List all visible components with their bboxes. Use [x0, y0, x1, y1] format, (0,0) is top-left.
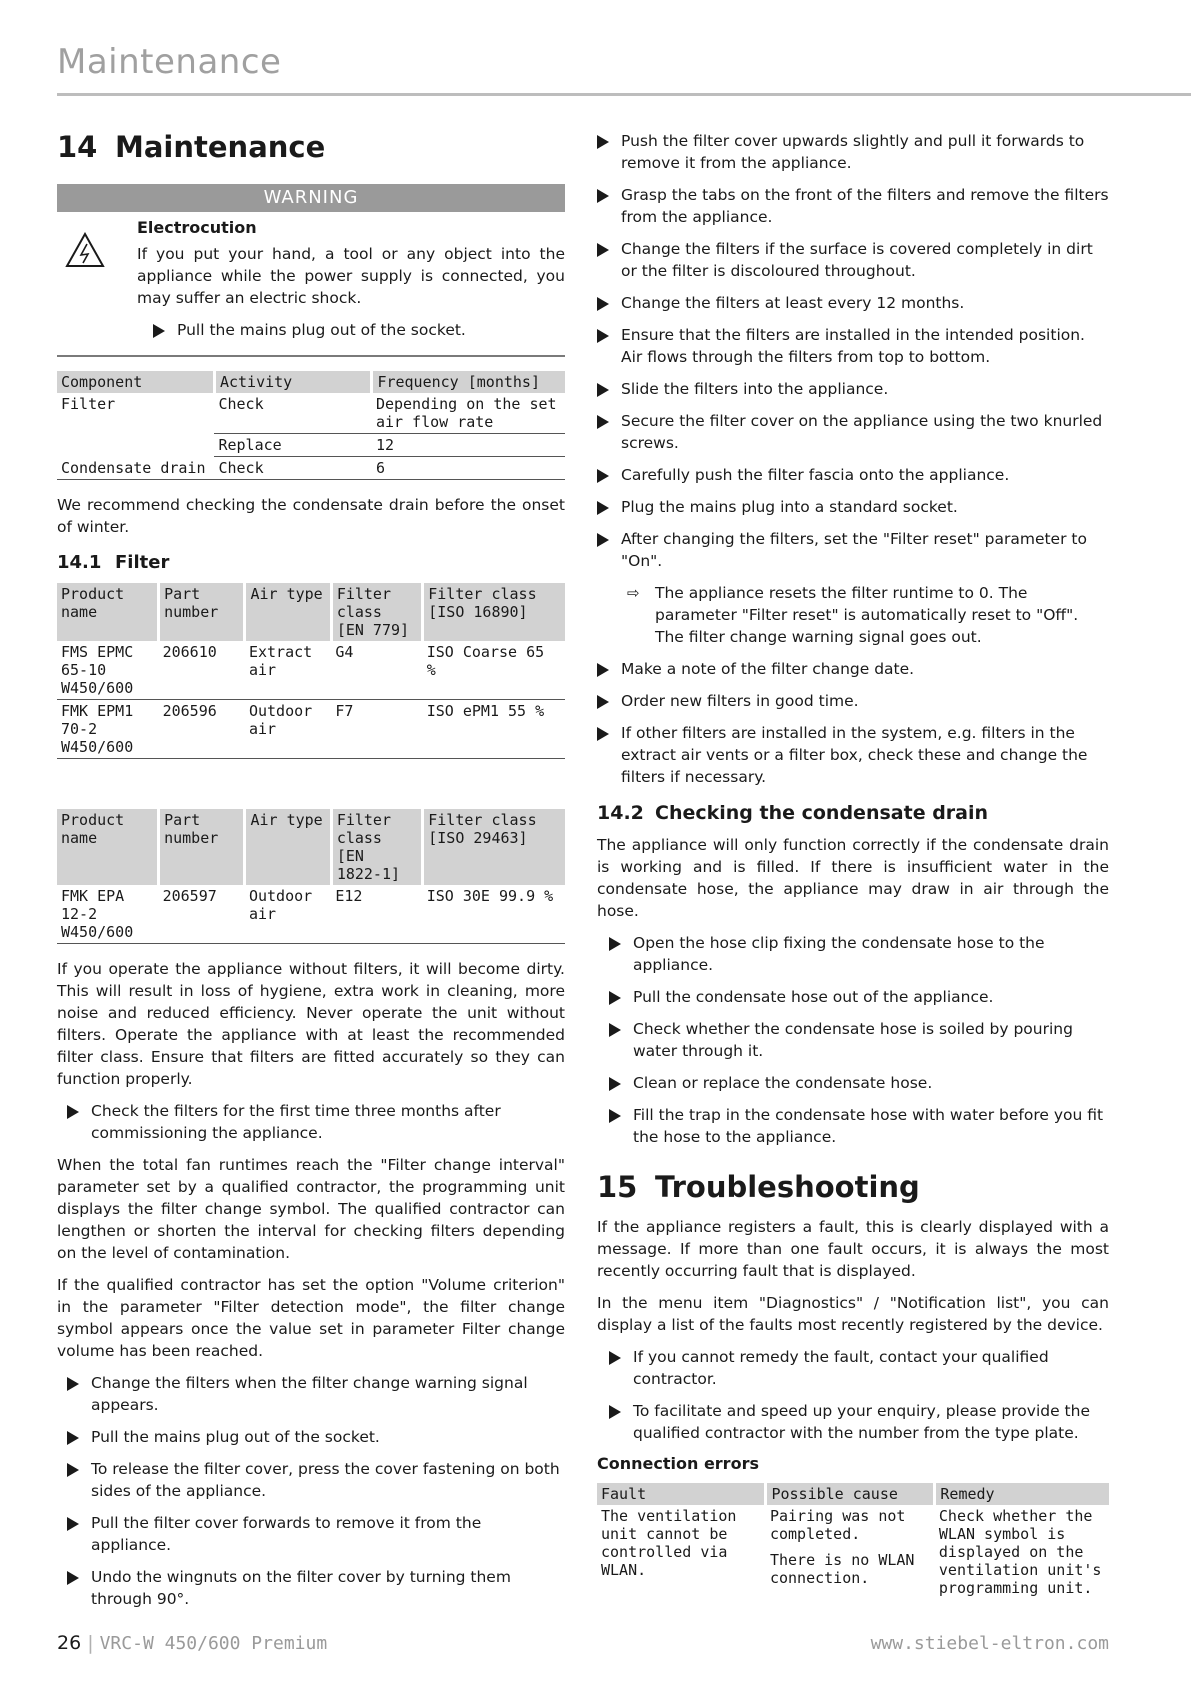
connection-errors-table — [597, 1483, 1109, 1599]
condensate-paragraph: The appliance will only function correctly if the condensate drain is working and is filled. If there is insufficient water in the condensate hose, the appliance may draw in air through the hose. — [597, 836, 1109, 920]
step-arrow-icon — [597, 135, 609, 149]
table-header: Possible cause — [766, 1483, 935, 1505]
step-item: Undo the wingnuts on the filter cover by turning them through 90°. — [67, 1566, 565, 1610]
step-arrow-icon — [67, 1377, 79, 1391]
table-header: Activity — [214, 371, 371, 393]
cause-item: There is no WLAN connection. — [769, 1551, 915, 1587]
table-cell: Outdoor air — [245, 700, 331, 759]
step-item: Change the filters when the filter change warning signal appears. — [67, 1372, 565, 1416]
step-arrow-icon — [67, 1517, 79, 1531]
table-cell: FMK EPM1 70-2 W450/600 — [57, 700, 159, 759]
step-arrow-icon — [67, 1105, 79, 1119]
table-cell: Filter — [61, 395, 116, 413]
table-cell: Depending on the set air flow rate — [372, 393, 565, 434]
section-14-heading — [57, 130, 565, 164]
table-cell: F7 — [331, 700, 422, 759]
step-arrow-icon — [597, 243, 609, 257]
section-number: 15 — [597, 1170, 638, 1204]
step-arrow-icon — [609, 1351, 621, 1365]
step-item: Order new filters in good time. — [597, 690, 1109, 712]
step-arrow-icon — [597, 329, 609, 343]
step-item: After changing the filters, set the "Filter reset" parameter to "On". — [597, 528, 1109, 572]
table-cell: 6 — [372, 457, 565, 480]
table-cell: Outdoor air — [245, 885, 331, 944]
table-row — [57, 700, 565, 759]
step-item: Carefully push the filter fascia onto the appliance. — [597, 464, 1109, 486]
table-header: Product name — [57, 809, 159, 885]
footer-separator: | — [87, 1632, 94, 1654]
cause-item: Pairing was not completed. — [769, 1507, 906, 1543]
table-header: Component — [57, 371, 214, 393]
table-cell: 12 — [372, 434, 565, 457]
table-row — [57, 393, 565, 434]
warning-title: Electrocution — [137, 218, 257, 237]
page-number: 26 — [57, 1632, 82, 1654]
table-row — [57, 457, 565, 480]
step-item: Make a note of the filter change date. — [597, 658, 1109, 680]
table-row — [57, 641, 565, 700]
table-cell — [57, 434, 214, 457]
table-cell: 206596 — [159, 700, 245, 759]
step-item: Slide the filters into the appliance. — [597, 378, 1109, 400]
table-header: Air type — [245, 809, 331, 885]
section-14-1-heading — [57, 552, 565, 573]
step-arrow-icon — [597, 727, 609, 741]
warning-text: If you put your hand, a tool or any object into the appliance while the power supply is connected, you may suffer an electric shock. — [137, 245, 565, 307]
table-header: Filter class [ISO 16890] — [423, 583, 565, 641]
section-number: 14.1 — [57, 552, 102, 573]
filter-paragraph-3: If the qualified contractor has set the option "Volume criterion" in the parameter "Filter detection mode", the filter change symbol appears once the value set in parameter Filter change volume has been reached. — [57, 1276, 565, 1360]
step-arrow-icon — [609, 991, 621, 1005]
step-arrow-icon — [609, 1109, 621, 1123]
table-header: Fault — [597, 1483, 766, 1505]
step-item: Change the filters at least every 12 months. — [597, 292, 1109, 314]
step-arrow-icon — [597, 469, 609, 483]
step-arrow-icon — [609, 1023, 621, 1037]
filter-paragraph-2: When the total fan runtimes reach the "Filter change interval" parameter set by a qualified contractor, the programming unit displays the filter change symbol. The qualified contractor can lengthen or shorten the interval for checking filters depending on the level of contamination. — [57, 1156, 565, 1262]
step-item: Grasp the tabs on the front of the filters and remove the filters from the appliance. — [597, 184, 1109, 228]
table-header: Part number — [159, 809, 245, 885]
step-item: Clean or replace the condensate hose. — [609, 1072, 1109, 1094]
section-title: Maintenance — [115, 130, 326, 164]
step-arrow-icon — [597, 383, 609, 397]
result-item: ⇨ The appliance resets the filter runtime to 0. The parameter "Filter reset" is automatically reset to "Off". The filter change warning signal goes out. — [627, 584, 1079, 646]
table-cell: FMK EPA 12-2 W450/600 — [57, 885, 159, 944]
table-cell: Replace — [214, 434, 371, 457]
step-arrow-icon — [597, 695, 609, 709]
table-cell: FMS EPMC 65-10 W450/600 — [57, 641, 159, 700]
table-header: Frequency [months] — [372, 371, 565, 393]
step-item: Check whether the condensate hose is soiled by pouring water through it. — [609, 1018, 1109, 1062]
filter-paragraph-1: If you operate the appliance without filters, it will become dirty. This will result in loss of hygiene, extra work in cleaning, more noise and reduced efficiency. Never operate the unit without filters. Operate the appliance with at least the recommended filter class. Ensure that filters are fitted accurately so they can function properly. — [57, 960, 565, 1088]
table-header: Air type — [245, 583, 331, 641]
section-title: Troubleshooting — [655, 1170, 920, 1204]
table-header: Product name — [57, 583, 159, 641]
table-cell: Condensate drain — [57, 457, 214, 480]
filter-table-1 — [57, 583, 565, 759]
table-cell: 206597 — [159, 885, 245, 944]
table-cell: ISO Coarse 65 % — [423, 641, 565, 700]
connection-errors-heading: Connection errors — [597, 1454, 759, 1473]
right-column — [597, 130, 1109, 1613]
table-cell: 206610 — [159, 641, 245, 700]
table-cell: The ventilation unit cannot be controlled via WLAN. — [601, 1507, 737, 1579]
step-arrow-icon — [609, 937, 621, 951]
warning-box — [57, 212, 565, 357]
step-item: Pull the mains plug out of the socket. — [67, 1426, 565, 1448]
section-title: Checking the condensate drain — [655, 802, 989, 824]
table-header: Filter class [ISO 29463] — [423, 809, 565, 885]
table-cell: G4 — [331, 641, 422, 700]
step-item: Ensure that the filters are installed in the intended position. Air flows through the filters from top to bottom. — [597, 324, 1109, 368]
header-divider — [57, 93, 1191, 96]
step-arrow-icon — [67, 1431, 79, 1445]
table-header: Part number — [159, 583, 245, 641]
left-column — [57, 130, 565, 1620]
table-cell — [766, 1505, 935, 1599]
table-cell: ISO ePM1 55 % — [423, 700, 565, 759]
result-arrow-icon: ⇨ — [627, 584, 640, 602]
footer-left — [57, 1632, 327, 1654]
step-arrow-icon — [597, 533, 609, 547]
step-arrow-icon — [609, 1405, 621, 1419]
footer-model: VRC-W 450/600 Premium — [99, 1633, 328, 1654]
maintenance-table — [57, 371, 565, 480]
page-header-title: Maintenance — [57, 42, 282, 82]
step-arrow-icon — [609, 1077, 621, 1091]
table-cell: Check — [214, 457, 371, 480]
section-14-2-heading — [597, 802, 1109, 824]
troubleshooting-paragraph-2: In the menu item "Diagnostics" / "Notification list", you can display a list of the faults most recently registered by the device. — [597, 1294, 1109, 1334]
table-header: Filter class [EN 1822-1] — [331, 809, 422, 885]
step-arrow-icon — [597, 501, 609, 515]
table-row — [57, 885, 565, 944]
table-cell: Extract air — [245, 641, 331, 700]
step-item: If you cannot remedy the fault, contact your qualified contractor. — [609, 1346, 1109, 1390]
table-row — [57, 434, 565, 457]
table-header: Filter class [EN 779] — [331, 583, 422, 641]
table-cell: Check — [214, 393, 371, 434]
recommend-text: We recommend checking the condensate drain before the onset of winter. — [57, 496, 565, 536]
section-number: 14.2 — [597, 802, 644, 824]
step-item: Fill the trap in the condensate hose with water before you fit the hose to the appliance. — [609, 1104, 1109, 1148]
warning-step: Pull the mains plug out of the socket. — [153, 319, 565, 341]
warning-banner: WARNING — [57, 184, 565, 212]
step-arrow-icon — [67, 1571, 79, 1585]
step-item: To release the filter cover, press the cover fastening on both sides of the appliance. — [67, 1458, 565, 1502]
step-item: Secure the filter cover on the appliance using the two knurled screws. — [597, 410, 1109, 454]
table-cell: Check whether the WLAN symbol is displayed on the ventilation unit's programming unit. — [938, 1507, 1102, 1597]
troubleshooting-paragraph-1: If the appliance registers a fault, this is clearly displayed with a message. If more than one fault occurs, it is always the most recently occurring fault that is displayed. — [597, 1218, 1109, 1280]
step-item: Push the filter cover upwards slightly and pull it forwards to remove it from the appliance. — [597, 130, 1109, 174]
step-item: Check the filters for the first time three months after commissioning the appliance. — [67, 1100, 565, 1144]
step-item: If other filters are installed in the system, e.g. filters in the extract air vents or a filter box, check these and change the filters if necessary. — [597, 722, 1109, 788]
section-title: Filter — [115, 552, 170, 573]
step-arrow-icon — [67, 1463, 79, 1477]
step-item: Change the filters if the surface is covered completely in dirt or the filter is discoloured throughout. — [597, 238, 1109, 282]
table-cell: ISO 30E 99.9 % — [423, 885, 565, 944]
step-arrow-icon — [597, 663, 609, 677]
step-arrow-icon — [597, 297, 609, 311]
step-arrow-icon — [597, 189, 609, 203]
step-item: Pull the filter cover forwards to remove it from the appliance. — [67, 1512, 565, 1556]
section-number: 14 — [57, 130, 98, 164]
step-item: Pull the condensate hose out of the appliance. — [609, 986, 1109, 1008]
step-arrow-icon — [153, 324, 165, 338]
table-cell: E12 — [331, 885, 422, 944]
footer-url: www.stiebel-eltron.com — [870, 1633, 1109, 1654]
section-15-heading — [597, 1170, 1109, 1204]
step-arrow-icon — [597, 415, 609, 429]
electrical-hazard-icon — [65, 232, 105, 268]
table-row — [597, 1505, 1109, 1599]
filter-table-2 — [57, 809, 565, 944]
table-header: Remedy — [935, 1483, 1109, 1505]
step-item: Plug the mains plug into a standard socket. — [597, 496, 1109, 518]
step-item: Open the hose clip fixing the condensate hose to the appliance. — [609, 932, 1109, 976]
step-item: To facilitate and speed up your enquiry, please provide the qualified contractor with the number from the type plate. — [609, 1400, 1109, 1444]
